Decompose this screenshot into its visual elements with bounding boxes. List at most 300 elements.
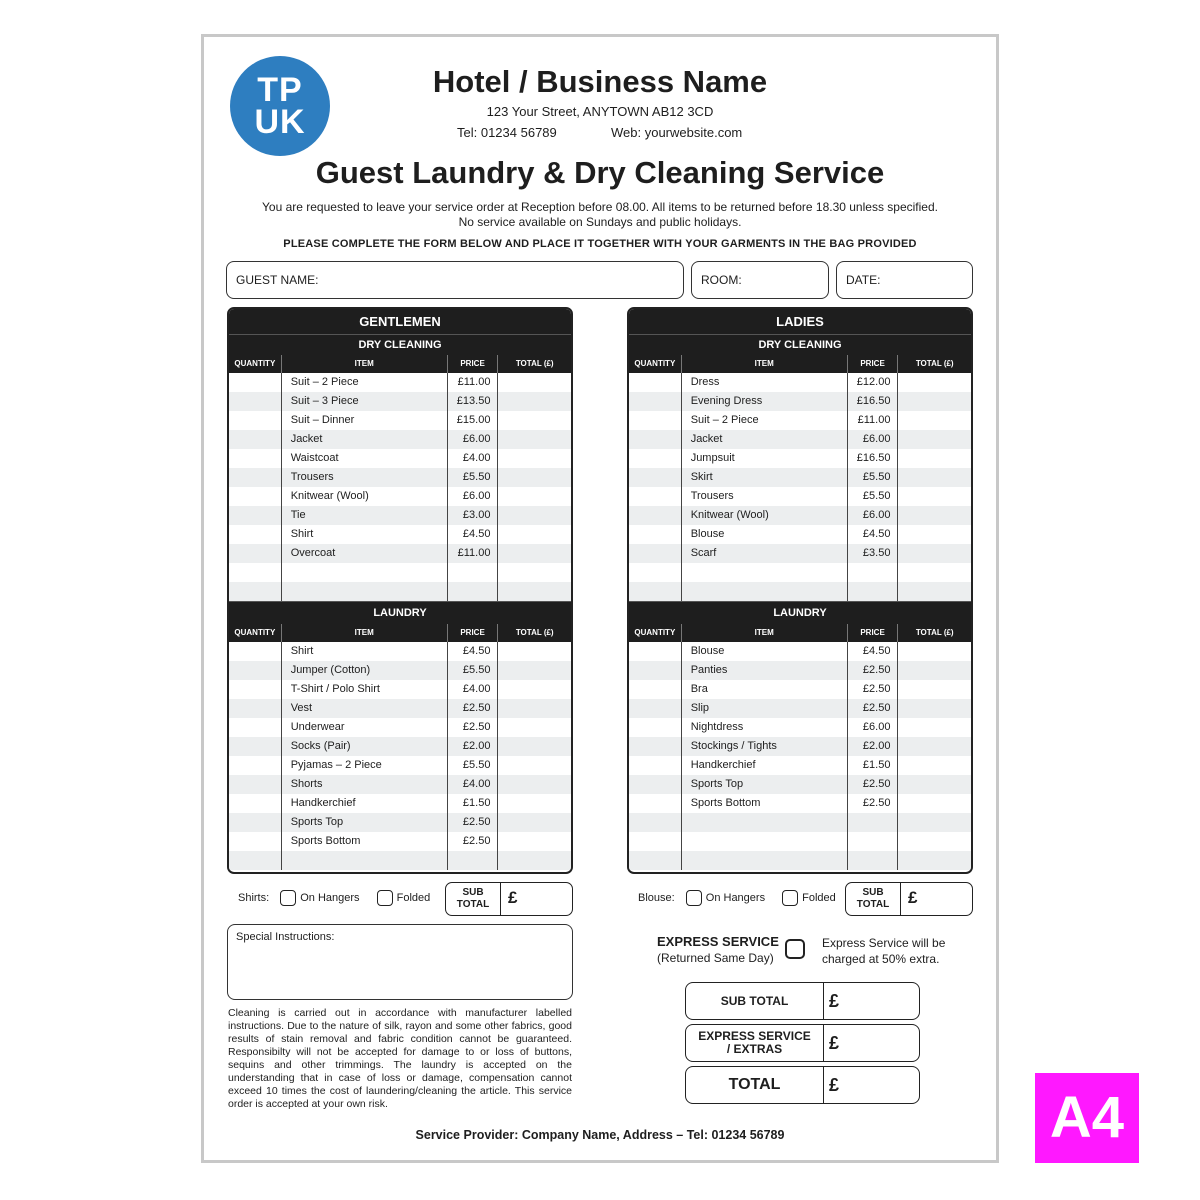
table-row <box>229 449 571 468</box>
page-title: Guest Laundry & Dry Cleaning Service <box>315 155 885 190</box>
total-cell[interactable] <box>897 642 971 661</box>
quantity-cell[interactable] <box>629 449 681 468</box>
item-cell: Tie <box>281 506 447 525</box>
disclaimer-text: Cleaning is carried out in accordance with manufacturer labelled instructions. Due to the nature of silk, rayon and some other fabrics, good results of stain removal and fabric condition cannot be guaranteed. Responsibilty will not be accepted for damage to or loss of buttons, sequins and other trimmings. The laundry is accepted on the understanding that in case of loss or damage, compensation cannot exceed 10 times the cost of laundering/cleaning the article. This service order is accepted at your own risk. <box>228 1007 572 1110</box>
quantity-cell[interactable] <box>229 544 281 563</box>
quantity-cell[interactable] <box>229 392 281 411</box>
total-cell[interactable] <box>897 851 971 870</box>
subtotal-label-line2: TOTAL <box>456 899 490 910</box>
item-cell: Knitwear (Wool) <box>281 487 447 506</box>
item-cell <box>681 851 847 870</box>
item-cell: Blouse <box>681 642 847 661</box>
item-cell: Sports Bottom <box>281 832 447 851</box>
item-cell: Sports Bottom <box>681 794 847 813</box>
item-cell: Suit – 2 Piece <box>281 373 447 392</box>
quantity-cell[interactable] <box>229 737 281 756</box>
service-provider-footer: Service Provider: Company Name, Address – Tel: 01234 56789 <box>415 1128 785 1142</box>
total-label: TOTAL <box>686 1067 824 1103</box>
table-row <box>629 642 971 661</box>
price-cell <box>447 563 498 582</box>
business-name: Hotel / Business Name <box>432 64 768 99</box>
room-field[interactable] <box>691 261 829 299</box>
express-extras-label <box>686 1025 824 1061</box>
table-row <box>629 487 971 506</box>
on-hangers-label: On Hangers <box>300 892 360 904</box>
price-cell: £2.50 <box>847 661 898 680</box>
item-cell: Slip <box>681 699 847 718</box>
quantity-cell[interactable] <box>629 832 681 851</box>
total-box[interactable] <box>685 1066 920 1104</box>
table-row <box>229 411 571 430</box>
date-field[interactable] <box>836 261 973 299</box>
notice-line-1: You are requested to leave your service order at Reception before 08.00. All items to be returned before 18.30 unless specified. <box>262 200 938 214</box>
quantity-cell[interactable] <box>229 813 281 832</box>
total-cell[interactable] <box>897 582 971 601</box>
total-cell[interactable] <box>897 563 971 582</box>
special-instructions-label: Special Instructions: <box>236 931 335 943</box>
folded-label: Folded <box>802 892 836 904</box>
subtotal-label-line1: SUB <box>862 887 884 898</box>
total-cell[interactable] <box>497 449 571 468</box>
col-total: TOTAL (£) <box>497 624 571 642</box>
total-cell[interactable] <box>897 506 971 525</box>
total-cell[interactable] <box>497 832 571 851</box>
total-cell[interactable] <box>897 737 971 756</box>
currency-symbol: £ <box>829 991 840 1011</box>
quantity-cell[interactable] <box>629 468 681 487</box>
quantity-cell[interactable] <box>629 775 681 794</box>
quantity-cell[interactable] <box>629 756 681 775</box>
quantity-cell[interactable] <box>629 661 681 680</box>
total-cell[interactable] <box>497 468 571 487</box>
total-cell[interactable] <box>497 392 571 411</box>
item-cell: Pyjamas – 2 Piece <box>281 756 447 775</box>
price-cell: £2.50 <box>447 718 498 737</box>
col-quantity: QUANTITY <box>634 359 676 368</box>
guest-name-label: GUEST NAME: <box>236 273 319 287</box>
total-cell[interactable] <box>497 699 571 718</box>
table-row <box>629 718 971 737</box>
item-cell: Panties <box>681 661 847 680</box>
express-service-checkbox[interactable] <box>785 939 805 959</box>
total-cell[interactable] <box>497 737 571 756</box>
quantity-cell[interactable] <box>229 430 281 449</box>
ladies-dry-cleaning-title: DRY CLEANING <box>629 334 971 355</box>
price-cell: £2.50 <box>847 775 898 794</box>
express-extras-box[interactable] <box>685 1024 920 1062</box>
table-row <box>629 392 971 411</box>
express-extras-line2: / EXTRAS <box>726 1042 783 1056</box>
col-item: ITEM <box>281 624 447 642</box>
item-cell: Nightdress <box>681 718 847 737</box>
item-cell: Jacket <box>681 430 847 449</box>
total-cell[interactable] <box>497 373 571 392</box>
express-subtitle: (Returned Same Day) <box>657 951 774 965</box>
express-note <box>822 935 945 967</box>
total-cell[interactable] <box>497 794 571 813</box>
gentlemen-panel <box>227 307 573 874</box>
price-cell: £2.50 <box>847 794 898 813</box>
table-row <box>229 756 571 775</box>
express-note-line2: charged at 50% extra. <box>822 952 940 966</box>
form-instruction: PLEASE COMPLETE THE FORM BELOW AND PLACE IT TOGETHER WITH YOUR GARMENTS IN THE BAG PROVIDED <box>283 238 917 250</box>
col-price: PRICE <box>847 624 898 642</box>
total-cell[interactable] <box>897 756 971 775</box>
quantity-cell[interactable] <box>629 642 681 661</box>
price-cell: £1.50 <box>847 756 898 775</box>
price-cell: £5.50 <box>847 487 898 506</box>
total-cell[interactable] <box>897 544 971 563</box>
item-cell: Stockings / Tights <box>681 737 847 756</box>
item-cell: Underwear <box>281 718 447 737</box>
table-row <box>629 525 971 544</box>
item-cell: Handkerchief <box>281 794 447 813</box>
price-cell: £2.50 <box>847 680 898 699</box>
item-cell: Knitwear (Wool) <box>681 506 847 525</box>
item-cell <box>281 563 447 582</box>
total-cell[interactable] <box>897 775 971 794</box>
table-row <box>629 813 971 832</box>
quantity-cell[interactable] <box>629 563 681 582</box>
quantity-cell[interactable] <box>229 775 281 794</box>
table-row <box>229 525 571 544</box>
quantity-cell[interactable] <box>229 661 281 680</box>
quantity-cell[interactable] <box>629 487 681 506</box>
col-item: ITEM <box>681 624 847 642</box>
blouse-folded-checkbox[interactable] <box>782 890 798 906</box>
total-cell[interactable] <box>497 718 571 737</box>
column-headers <box>229 355 571 373</box>
price-cell: £4.00 <box>447 775 498 794</box>
business-tel: Tel: 01234 56789 <box>457 125 557 140</box>
price-cell: £6.00 <box>447 430 498 449</box>
quantity-cell[interactable] <box>629 430 681 449</box>
total-cell[interactable] <box>897 392 971 411</box>
price-cell: £4.50 <box>847 525 898 544</box>
price-cell: £11.00 <box>447 373 498 392</box>
item-cell: Socks (Pair) <box>281 737 447 756</box>
total-cell[interactable] <box>497 813 571 832</box>
total-cell[interactable] <box>897 373 971 392</box>
item-cell <box>281 851 447 870</box>
notice-line-2: No service available on Sundays and public holidays. <box>458 215 742 229</box>
special-instructions-field[interactable] <box>227 924 573 1000</box>
subtotal-label-line1: SUB <box>462 887 484 898</box>
guest-name-field[interactable] <box>226 261 684 299</box>
total-cell[interactable] <box>897 468 971 487</box>
on-hangers-label: On Hangers <box>705 892 766 904</box>
col-price: PRICE <box>447 355 498 373</box>
express-note-line1: Express Service will be <box>822 936 946 950</box>
total-cell[interactable] <box>497 411 571 430</box>
total-cell[interactable] <box>897 832 971 851</box>
col-total: TOTAL (£) <box>897 624 971 642</box>
price-cell: £3.50 <box>847 544 898 563</box>
quantity-cell[interactable] <box>229 449 281 468</box>
item-cell: Scarf <box>681 544 847 563</box>
quantity-cell[interactable] <box>229 373 281 392</box>
quantity-cell[interactable] <box>629 392 681 411</box>
item-cell: Waistcoat <box>281 449 447 468</box>
a4-size-badge: A4 <box>1035 1073 1139 1163</box>
room-label: ROOM: <box>701 273 742 287</box>
total-cell[interactable] <box>497 487 571 506</box>
ladies-title: LADIES <box>629 309 971 334</box>
table-row <box>229 487 571 506</box>
quantity-cell[interactable] <box>229 582 281 601</box>
table-row <box>229 506 571 525</box>
table-row <box>229 642 571 661</box>
price-cell: £2.50 <box>447 813 498 832</box>
item-cell <box>681 832 847 851</box>
quantity-cell[interactable] <box>629 680 681 699</box>
price-cell: £5.50 <box>447 661 498 680</box>
col-total: TOTAL (£) <box>897 355 971 373</box>
total-cell[interactable] <box>897 794 971 813</box>
shirts-options <box>238 890 430 906</box>
currency-symbol: £ <box>829 1075 840 1095</box>
table-row <box>629 430 971 449</box>
price-cell: £6.00 <box>847 718 898 737</box>
total-cell[interactable] <box>497 582 571 601</box>
table-row <box>229 563 571 582</box>
gentlemen-laundry-table <box>229 642 571 870</box>
column-headers <box>629 624 971 642</box>
item-cell: Handkerchief <box>681 756 847 775</box>
quantity-cell[interactable] <box>229 832 281 851</box>
col-item: ITEM <box>681 355 847 373</box>
table-row <box>229 582 571 601</box>
quantity-cell[interactable] <box>629 813 681 832</box>
quantity-cell[interactable] <box>629 373 681 392</box>
total-cell[interactable] <box>497 506 571 525</box>
price-cell: £5.50 <box>847 468 898 487</box>
item-cell: Suit – 3 Piece <box>281 392 447 411</box>
gentlemen-dry-cleaning-title: DRY CLEANING <box>229 334 571 355</box>
total-cell[interactable] <box>897 813 971 832</box>
quantity-cell[interactable] <box>229 487 281 506</box>
price-cell: £4.50 <box>447 525 498 544</box>
quantity-cell[interactable] <box>229 851 281 870</box>
service-notice <box>240 200 960 230</box>
quantity-cell[interactable] <box>629 582 681 601</box>
table-row <box>229 544 571 563</box>
shirts-folded-checkbox[interactable] <box>377 890 393 906</box>
quantity-cell[interactable] <box>629 506 681 525</box>
total-cell[interactable] <box>897 699 971 718</box>
total-cell[interactable] <box>497 430 571 449</box>
quantity-cell[interactable] <box>229 411 281 430</box>
price-cell: £6.00 <box>447 487 498 506</box>
quantity-cell[interactable] <box>229 680 281 699</box>
price-cell: £3.00 <box>447 506 498 525</box>
col-quantity: QUANTITY <box>234 359 276 368</box>
table-row <box>229 775 571 794</box>
total-cell[interactable] <box>897 430 971 449</box>
quantity-cell[interactable] <box>229 718 281 737</box>
table-row <box>229 392 571 411</box>
col-quantity: QUANTITY <box>234 628 276 637</box>
price-cell: £5.50 <box>447 756 498 775</box>
subtotal-label <box>846 883 901 915</box>
table-row <box>229 813 571 832</box>
table-row <box>629 373 971 392</box>
table-row <box>629 680 971 699</box>
item-cell: Shirt <box>281 642 447 661</box>
quantity-cell[interactable] <box>229 756 281 775</box>
table-row <box>629 756 971 775</box>
price-cell <box>447 851 498 870</box>
quantity-cell[interactable] <box>629 794 681 813</box>
total-cell[interactable] <box>497 680 571 699</box>
quantity-cell[interactable] <box>629 718 681 737</box>
logo-line-1: TP <box>257 71 303 109</box>
price-cell <box>847 582 898 601</box>
item-cell <box>681 563 847 582</box>
table-row <box>229 737 571 756</box>
quantity-cell[interactable] <box>629 851 681 870</box>
item-cell: Sports Top <box>281 813 447 832</box>
total-cell[interactable] <box>497 851 571 870</box>
col-total: TOTAL (£) <box>497 355 571 373</box>
table-row <box>229 373 571 392</box>
col-price: PRICE <box>447 624 498 642</box>
total-cell[interactable] <box>897 525 971 544</box>
ladies-dry-cleaning-table <box>629 373 971 601</box>
price-cell <box>847 832 898 851</box>
total-cell[interactable] <box>497 642 571 661</box>
item-cell: Vest <box>281 699 447 718</box>
item-cell: Suit – 2 Piece <box>681 411 847 430</box>
blouse-label: Blouse: <box>638 892 675 904</box>
item-cell: Shirt <box>281 525 447 544</box>
item-cell: Jacket <box>281 430 447 449</box>
table-row <box>229 699 571 718</box>
col-quantity: QUANTITY <box>634 628 676 637</box>
price-cell: £13.50 <box>447 392 498 411</box>
price-cell: £15.00 <box>447 411 498 430</box>
table-row <box>629 544 971 563</box>
price-cell: £2.00 <box>447 737 498 756</box>
total-cell[interactable] <box>897 449 971 468</box>
total-cell[interactable] <box>497 756 571 775</box>
quantity-cell[interactable] <box>629 525 681 544</box>
quantity-cell[interactable] <box>629 737 681 756</box>
item-cell <box>281 582 447 601</box>
total-cell[interactable] <box>497 563 571 582</box>
price-cell <box>447 582 498 601</box>
quantity-cell[interactable] <box>629 544 681 563</box>
table-row <box>629 851 971 870</box>
quantity-cell[interactable] <box>629 699 681 718</box>
price-cell: £6.00 <box>847 430 898 449</box>
table-row <box>629 832 971 851</box>
price-cell: £16.50 <box>847 449 898 468</box>
table-row <box>629 794 971 813</box>
gentlemen-dry-cleaning-table <box>229 373 571 601</box>
quantity-cell[interactable] <box>229 468 281 487</box>
item-cell: Sports Top <box>681 775 847 794</box>
total-cell[interactable] <box>897 411 971 430</box>
ladies-laundry-title: LAUNDRY <box>629 601 971 624</box>
item-cell: Evening Dress <box>681 392 847 411</box>
business-address: 123 Your Street, ANYTOWN AB12 3CD <box>486 104 714 119</box>
item-cell <box>681 582 847 601</box>
subtotal-label-line2: TOTAL <box>856 899 890 910</box>
total-cell[interactable] <box>497 525 571 544</box>
table-row <box>229 430 571 449</box>
item-cell: Jumpsuit <box>681 449 847 468</box>
table-row <box>629 449 971 468</box>
col-price: PRICE <box>847 355 898 373</box>
price-cell <box>847 563 898 582</box>
price-cell <box>847 813 898 832</box>
price-cell: £4.50 <box>447 642 498 661</box>
quantity-cell[interactable] <box>229 506 281 525</box>
price-cell: £2.50 <box>847 699 898 718</box>
total-cell[interactable] <box>897 487 971 506</box>
price-cell: £5.50 <box>447 468 498 487</box>
item-cell <box>681 813 847 832</box>
total-cell[interactable] <box>497 544 571 563</box>
table-row <box>229 661 571 680</box>
total-cell[interactable] <box>497 661 571 680</box>
currency-symbol: £ <box>508 888 518 907</box>
table-row <box>629 506 971 525</box>
total-cell[interactable] <box>897 680 971 699</box>
express-extras-line1: EXPRESS SERVICE <box>698 1029 811 1043</box>
item-cell: Trousers <box>681 487 847 506</box>
table-row <box>229 851 571 870</box>
table-row <box>229 680 571 699</box>
quantity-cell[interactable] <box>229 794 281 813</box>
item-cell: Bra <box>681 680 847 699</box>
price-cell: £2.50 <box>447 699 498 718</box>
column-headers <box>229 624 571 642</box>
column-headers <box>629 355 971 373</box>
price-cell: £1.50 <box>447 794 498 813</box>
table-row <box>629 661 971 680</box>
item-cell: Blouse <box>681 525 847 544</box>
blouse-on-hangers-checkbox[interactable] <box>686 890 702 906</box>
grand-subtotal-box[interactable] <box>685 982 920 1020</box>
table-row <box>629 411 971 430</box>
total-cell[interactable] <box>897 718 971 737</box>
blouse-options <box>638 890 836 906</box>
ladies-subtotal-box[interactable] <box>845 882 973 916</box>
table-row <box>629 699 971 718</box>
price-cell: £2.00 <box>847 737 898 756</box>
shirts-on-hangers-checkbox[interactable] <box>280 890 296 906</box>
quantity-cell[interactable] <box>229 563 281 582</box>
table-row <box>629 775 971 794</box>
gentlemen-subtotal-box[interactable] <box>445 882 573 916</box>
quantity-cell[interactable] <box>229 525 281 544</box>
gentlemen-title: GENTLEMEN <box>229 309 571 334</box>
price-cell: £11.00 <box>447 544 498 563</box>
quantity-cell[interactable] <box>229 699 281 718</box>
item-cell: T-Shirt / Polo Shirt <box>281 680 447 699</box>
item-cell: Skirt <box>681 468 847 487</box>
quantity-cell[interactable] <box>229 642 281 661</box>
total-cell[interactable] <box>497 775 571 794</box>
table-row <box>229 468 571 487</box>
ladies-laundry-table <box>629 642 971 870</box>
total-cell[interactable] <box>897 661 971 680</box>
price-cell: £4.50 <box>847 642 898 661</box>
quantity-cell[interactable] <box>629 411 681 430</box>
date-label: DATE: <box>846 273 881 287</box>
